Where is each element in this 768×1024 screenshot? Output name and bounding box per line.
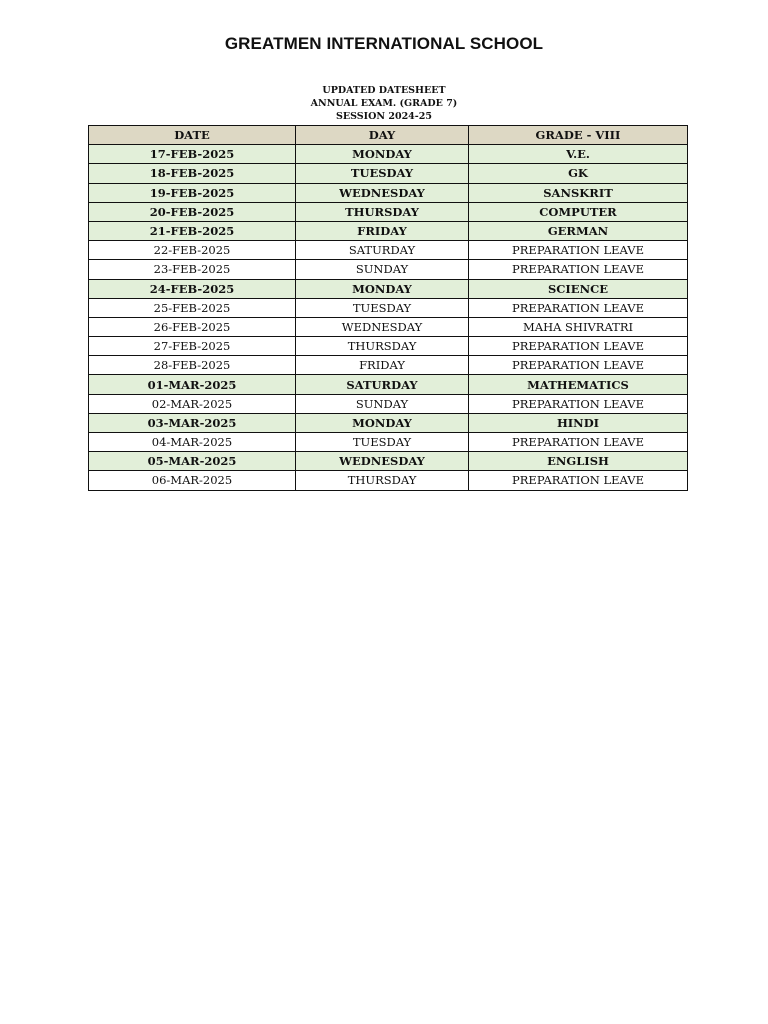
- subject-cell: SANSKRIT: [469, 183, 688, 202]
- day-cell: MONDAY: [296, 413, 469, 432]
- date-cell: 24-FEB-2025: [89, 279, 296, 298]
- exam-row: [89, 452, 688, 471]
- table-row: [89, 241, 688, 260]
- subject-cell: PREPARATION LEAVE: [469, 298, 688, 317]
- date-cell: 26-FEB-2025: [89, 317, 296, 336]
- day-cell: TUESDAY: [296, 298, 469, 317]
- datesheet-subtitle: UPDATED DATESHEET: [322, 85, 446, 96]
- day-cell: FRIDAY: [296, 221, 469, 240]
- exam-row: [89, 183, 688, 202]
- date-cell: 23-FEB-2025: [89, 260, 296, 279]
- exam-row: [89, 145, 688, 164]
- table-header: [89, 126, 688, 145]
- day-cell: WEDNESDAY: [296, 452, 469, 471]
- subject-cell: PREPARATION LEAVE: [469, 394, 688, 413]
- day-cell: SUNDAY: [296, 394, 469, 413]
- date-cell: 21-FEB-2025: [89, 221, 296, 240]
- subject-cell: COMPUTER: [469, 202, 688, 221]
- subject-cell: PREPARATION LEAVE: [469, 337, 688, 356]
- table-body: [89, 145, 688, 490]
- header-grade: GRADE - VIII: [469, 126, 688, 145]
- day-cell: SATURDAY: [296, 375, 469, 394]
- subject-cell: GERMAN: [469, 221, 688, 240]
- day-cell: FRIDAY: [296, 356, 469, 375]
- day-cell: MONDAY: [296, 279, 469, 298]
- date-cell: 19-FEB-2025: [89, 183, 296, 202]
- table-row: [89, 471, 688, 490]
- date-cell: 27-FEB-2025: [89, 337, 296, 356]
- datesheet-table: [88, 125, 688, 491]
- exam-subtitle: ANNUAL EXAM. (GRADE 7): [310, 98, 458, 109]
- day-cell: MONDAY: [296, 145, 469, 164]
- table-row: [89, 394, 688, 413]
- header-day: DAY: [296, 126, 469, 145]
- date-cell: 18-FEB-2025: [89, 164, 296, 183]
- subject-cell: PREPARATION LEAVE: [469, 471, 688, 490]
- subject-cell: PREPARATION LEAVE: [469, 433, 688, 452]
- day-cell: SUNDAY: [296, 260, 469, 279]
- subject-cell: HINDI: [469, 413, 688, 432]
- subject-cell: SCIENCE: [469, 279, 688, 298]
- exam-row: [89, 375, 688, 394]
- subject-cell: MAHA SHIVRATRI: [469, 317, 688, 336]
- table-row: [89, 337, 688, 356]
- subject-cell: PREPARATION LEAVE: [469, 241, 688, 260]
- date-cell: 28-FEB-2025: [89, 356, 296, 375]
- subject-cell: MATHEMATICS: [469, 375, 688, 394]
- day-cell: THURSDAY: [296, 471, 469, 490]
- table-row: [89, 298, 688, 317]
- date-cell: 05-MAR-2025: [89, 452, 296, 471]
- date-cell: 20-FEB-2025: [89, 202, 296, 221]
- exam-row: [89, 413, 688, 432]
- table-row: [89, 317, 688, 336]
- header-date: DATE: [89, 126, 296, 145]
- day-cell: TUESDAY: [296, 433, 469, 452]
- date-cell: 01-MAR-2025: [89, 375, 296, 394]
- day-cell: SATURDAY: [296, 241, 469, 260]
- day-cell: WEDNESDAY: [296, 183, 469, 202]
- exam-row: [89, 279, 688, 298]
- subject-cell: PREPARATION LEAVE: [469, 356, 688, 375]
- subject-cell: PREPARATION LEAVE: [469, 260, 688, 279]
- table-row: [89, 260, 688, 279]
- exam-row: [89, 221, 688, 240]
- date-cell: 03-MAR-2025: [89, 413, 296, 432]
- subject-cell: ENGLISH: [469, 452, 688, 471]
- day-cell: WEDNESDAY: [296, 317, 469, 336]
- day-cell: TUESDAY: [296, 164, 469, 183]
- school-title: GREATMEN INTERNATIONAL SCHOOL: [224, 34, 544, 53]
- exam-row: [89, 202, 688, 221]
- header-row: [89, 126, 688, 145]
- date-cell: 22-FEB-2025: [89, 241, 296, 260]
- date-cell: 02-MAR-2025: [89, 394, 296, 413]
- subject-cell: V.E.: [469, 145, 688, 164]
- table-row: [89, 356, 688, 375]
- subject-cell: GK: [469, 164, 688, 183]
- date-cell: 06-MAR-2025: [89, 471, 296, 490]
- session-subtitle: SESSION 2024-25: [336, 111, 432, 122]
- date-cell: 17-FEB-2025: [89, 145, 296, 164]
- date-cell: 04-MAR-2025: [89, 433, 296, 452]
- table-row: [89, 433, 688, 452]
- day-cell: THURSDAY: [296, 337, 469, 356]
- date-cell: 25-FEB-2025: [89, 298, 296, 317]
- exam-row: [89, 164, 688, 183]
- day-cell: THURSDAY: [296, 202, 469, 221]
